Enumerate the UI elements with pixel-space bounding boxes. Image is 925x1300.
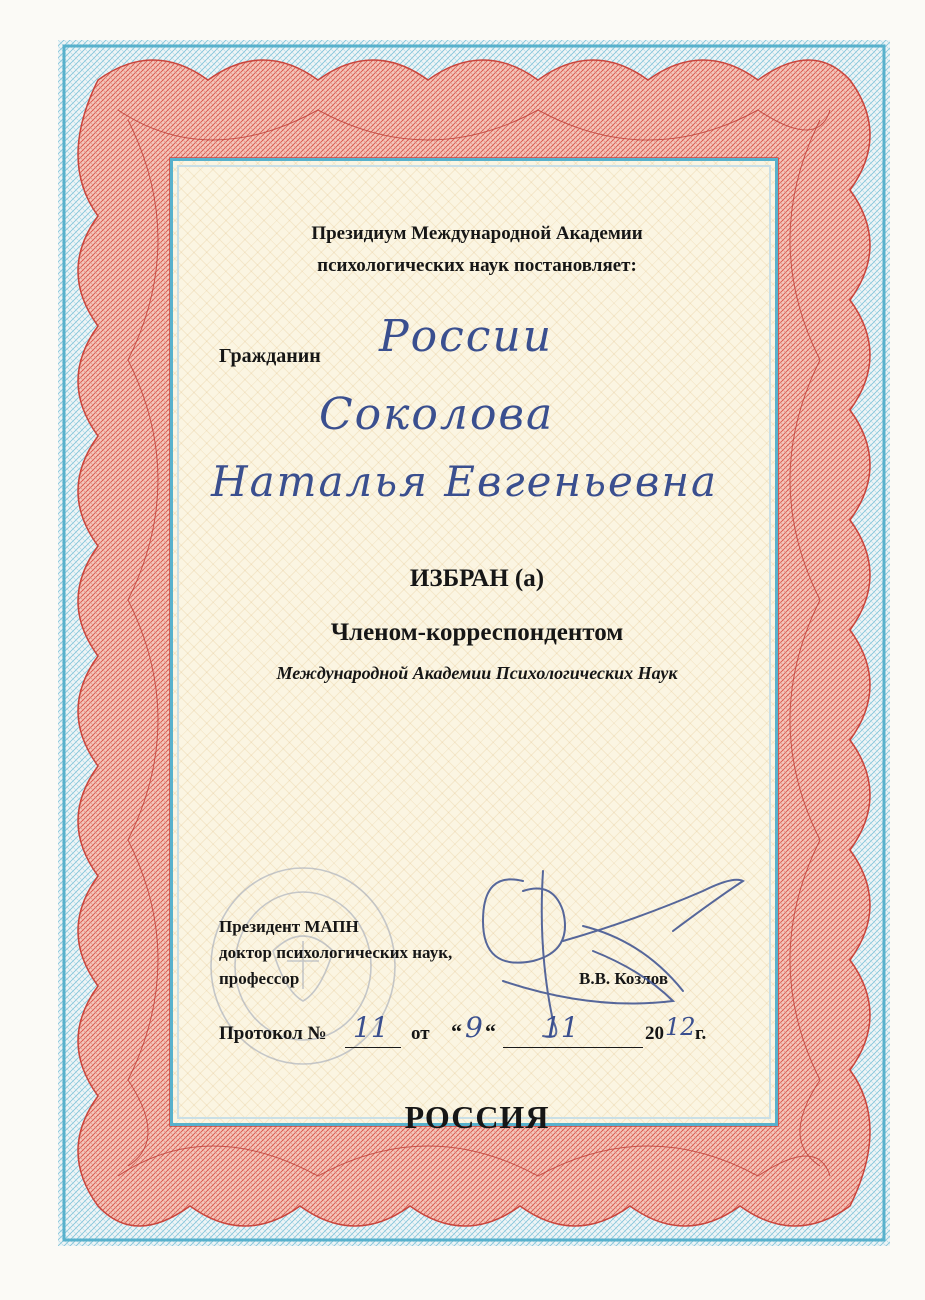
header-line-2: психологических наук постановляет: — [317, 255, 637, 276]
quote-close: “ — [485, 1019, 496, 1044]
protocol-month: 11 — [543, 1011, 579, 1044]
president-name: В.В. Козлов — [579, 969, 669, 988]
handwritten-surname: Соколова — [319, 389, 555, 440]
year-suffix: г. — [695, 1023, 707, 1044]
elected-heading: ИЗБРАН (а) — [409, 565, 545, 592]
citizen-label: Гражданин — [219, 345, 321, 367]
protocol-label: Протокол № — [219, 1023, 327, 1044]
handwritten-name: Наталья Евгеньевна — [211, 457, 719, 506]
certificate-inner-panel — [170, 158, 778, 1135]
president-line-3: профессор — [219, 969, 300, 988]
president-line-2: доктор психологических наук, — [219, 943, 453, 962]
year-prefix: 20 — [645, 1023, 664, 1044]
member-title: Членом-корреспондентом — [330, 619, 624, 646]
protocol-day: 9 — [465, 1011, 483, 1044]
header-line-1: Президиум Международной Академии — [311, 223, 643, 244]
president-line-1: Президент МАПН — [219, 917, 359, 936]
from-label: от — [411, 1023, 430, 1044]
academy-name: Международной Академии Психологических Наук — [276, 663, 678, 683]
protocol-number: 11 — [353, 1011, 389, 1044]
handwritten-country: России — [379, 311, 554, 362]
quote-open: “ — [451, 1019, 462, 1044]
protocol-month-line — [503, 1047, 643, 1048]
protocol-number-line — [345, 1047, 401, 1048]
year-handwritten: 12 — [665, 1013, 696, 1041]
certificate — [58, 40, 890, 1246]
country-footer: РОССИЯ — [404, 1099, 550, 1135]
